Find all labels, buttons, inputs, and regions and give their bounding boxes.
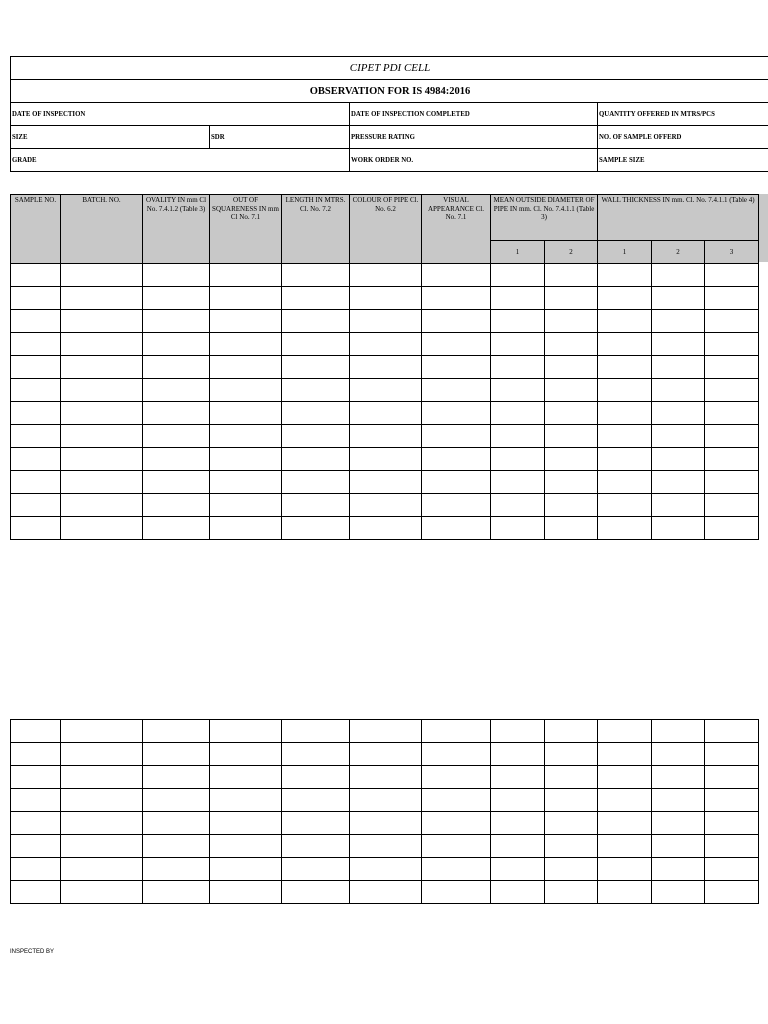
- col-wall-2: 2: [652, 241, 705, 264]
- table-cell[interactable]: [143, 517, 210, 540]
- table-cell[interactable]: [282, 812, 350, 835]
- table-cell[interactable]: [143, 356, 210, 379]
- col-sample-no: SAMPLE NO.: [11, 195, 61, 264]
- table-cell[interactable]: [652, 356, 705, 379]
- table-cell[interactable]: [61, 789, 143, 812]
- table-cell[interactable]: [652, 264, 705, 287]
- table-cell[interactable]: [282, 425, 350, 448]
- table-cell[interactable]: [491, 402, 545, 425]
- col-batch-no: BATCH. NO.: [61, 195, 143, 264]
- col-wall-thickness: WALL THICKNESS IN mm. Cl. No. 7.4.1.1 (Table 4): [598, 195, 759, 241]
- col-length: LENGTH IN MTRS. Cl. No. 7.2: [282, 195, 350, 264]
- table-cell[interactable]: [143, 379, 210, 402]
- table-cell[interactable]: [491, 835, 545, 858]
- inspected-by-label: INSPECTED BY: [10, 949, 55, 955]
- table-cell[interactable]: [210, 858, 282, 881]
- table-cell[interactable]: [422, 264, 491, 287]
- table-cell[interactable]: [210, 264, 282, 287]
- table-cell[interactable]: [61, 517, 143, 540]
- table-cell[interactable]: [705, 858, 759, 881]
- table-cell[interactable]: [491, 517, 545, 540]
- table-row: [11, 310, 759, 333]
- table-row: [11, 425, 759, 448]
- table-cell[interactable]: [11, 835, 61, 858]
- table-cell[interactable]: [350, 333, 422, 356]
- table-cell[interactable]: [11, 812, 61, 835]
- table-cell[interactable]: [282, 743, 350, 766]
- table-cell[interactable]: [652, 858, 705, 881]
- table-cell[interactable]: [652, 471, 705, 494]
- table-cell[interactable]: [11, 379, 61, 402]
- table-cell[interactable]: [61, 835, 143, 858]
- table-cell[interactable]: [61, 743, 143, 766]
- table-cell[interactable]: [210, 812, 282, 835]
- table-cell[interactable]: [491, 881, 545, 904]
- table-cell[interactable]: [11, 402, 61, 425]
- col-ovality: OVALITY IN mm Cl No. 7.4.1.2 (Table 3): [143, 195, 210, 264]
- table-cell[interactable]: [282, 379, 350, 402]
- table-cell[interactable]: [545, 881, 598, 904]
- table-cell[interactable]: [210, 379, 282, 402]
- sample-size-label: SAMPLE SIZE: [598, 149, 768, 172]
- table-cell[interactable]: [143, 812, 210, 835]
- table-cell[interactable]: [143, 743, 210, 766]
- table-row: [11, 494, 759, 517]
- table-cell[interactable]: [598, 471, 652, 494]
- table-cell[interactable]: [61, 264, 143, 287]
- table-cell[interactable]: [350, 287, 422, 310]
- table-cell[interactable]: [491, 812, 545, 835]
- table-row: [11, 287, 759, 310]
- table-cell[interactable]: [652, 448, 705, 471]
- table-cell[interactable]: [422, 835, 491, 858]
- sdr-label: SDR: [210, 126, 350, 149]
- table-cell[interactable]: [705, 379, 759, 402]
- table-cell[interactable]: [491, 494, 545, 517]
- table-cell[interactable]: [422, 517, 491, 540]
- table-cell[interactable]: [61, 448, 143, 471]
- table-cell[interactable]: [422, 494, 491, 517]
- table-cell[interactable]: [422, 356, 491, 379]
- table-cell[interactable]: [143, 766, 210, 789]
- table-cell[interactable]: [705, 720, 759, 743]
- form-title: CIPET PDI CELL: [11, 57, 768, 80]
- table-cell[interactable]: [11, 789, 61, 812]
- table-cell[interactable]: [350, 766, 422, 789]
- table-cell[interactable]: [422, 881, 491, 904]
- table-cell[interactable]: [652, 425, 705, 448]
- table-cell[interactable]: [350, 379, 422, 402]
- table-cell[interactable]: [143, 425, 210, 448]
- table-cell[interactable]: [491, 720, 545, 743]
- table-cell[interactable]: [61, 766, 143, 789]
- table-cell[interactable]: [545, 743, 598, 766]
- table-cell[interactable]: [491, 789, 545, 812]
- table-cell[interactable]: [598, 333, 652, 356]
- table-cell[interactable]: [491, 333, 545, 356]
- table-row: [11, 402, 759, 425]
- table-cell[interactable]: [705, 356, 759, 379]
- table-cell[interactable]: [545, 789, 598, 812]
- table-cell[interactable]: [210, 835, 282, 858]
- table-cell[interactable]: [210, 471, 282, 494]
- table-cell[interactable]: [422, 471, 491, 494]
- table-cell[interactable]: [652, 287, 705, 310]
- table-row: [11, 766, 759, 789]
- table-cell[interactable]: [598, 812, 652, 835]
- table-cell[interactable]: [422, 858, 491, 881]
- col-mean-od-1: 1: [491, 241, 545, 264]
- table-cell[interactable]: [282, 789, 350, 812]
- table-cell[interactable]: [11, 471, 61, 494]
- table-row: [11, 448, 759, 471]
- table-cell[interactable]: [210, 333, 282, 356]
- table-cell[interactable]: [545, 812, 598, 835]
- table-cell[interactable]: [282, 858, 350, 881]
- table-cell[interactable]: [422, 310, 491, 333]
- table-cell[interactable]: [422, 812, 491, 835]
- size-label: SIZE: [11, 126, 210, 149]
- table-cell[interactable]: [11, 310, 61, 333]
- table-cell[interactable]: [598, 858, 652, 881]
- table-cell[interactable]: [705, 835, 759, 858]
- table-cell[interactable]: [350, 517, 422, 540]
- table-cell[interactable]: [491, 264, 545, 287]
- table-cell[interactable]: [545, 264, 598, 287]
- table-row: [11, 471, 759, 494]
- table-cell[interactable]: [11, 494, 61, 517]
- table-cell[interactable]: [652, 743, 705, 766]
- table-cell[interactable]: [545, 425, 598, 448]
- table-cell[interactable]: [545, 448, 598, 471]
- table-cell[interactable]: [491, 356, 545, 379]
- table-cell[interactable]: [491, 287, 545, 310]
- table-cell[interactable]: [282, 494, 350, 517]
- table-cell[interactable]: [61, 720, 143, 743]
- table-cell[interactable]: [705, 494, 759, 517]
- table-cell[interactable]: [143, 471, 210, 494]
- table-cell[interactable]: [491, 471, 545, 494]
- table-cell[interactable]: [598, 743, 652, 766]
- table-cell[interactable]: [350, 356, 422, 379]
- table-cell[interactable]: [598, 356, 652, 379]
- table-cell[interactable]: [422, 448, 491, 471]
- table-cell[interactable]: [598, 835, 652, 858]
- table-cell[interactable]: [11, 425, 61, 448]
- table-cell[interactable]: [11, 448, 61, 471]
- table-row: [11, 333, 759, 356]
- table-cell[interactable]: [210, 356, 282, 379]
- table-cell[interactable]: [652, 766, 705, 789]
- table-cell[interactable]: [11, 743, 61, 766]
- grade-label: GRADE: [11, 149, 350, 172]
- table-cell[interactable]: [705, 766, 759, 789]
- table-row: [11, 743, 759, 766]
- table-cell[interactable]: [143, 881, 210, 904]
- table-cell[interactable]: [11, 517, 61, 540]
- table-cell[interactable]: [210, 425, 282, 448]
- table-cell[interactable]: [210, 789, 282, 812]
- table-cell[interactable]: [350, 720, 422, 743]
- table-cell[interactable]: [598, 881, 652, 904]
- table-cell[interactable]: [652, 789, 705, 812]
- table-cell[interactable]: [422, 379, 491, 402]
- table-cell[interactable]: [545, 287, 598, 310]
- table-cell[interactable]: [491, 743, 545, 766]
- table-cell[interactable]: [282, 835, 350, 858]
- table-cell[interactable]: [545, 835, 598, 858]
- table-row: [11, 881, 759, 904]
- observation-table-continued: [10, 719, 759, 904]
- table-cell[interactable]: [350, 881, 422, 904]
- table-cell[interactable]: [422, 789, 491, 812]
- table-cell[interactable]: [143, 720, 210, 743]
- no-of-sample-label: NO. OF SAMPLE OFFERD: [598, 126, 768, 149]
- table-cell[interactable]: [282, 333, 350, 356]
- table-cell[interactable]: [598, 379, 652, 402]
- table-cell[interactable]: [491, 858, 545, 881]
- quantity-offered-label: QUANTITY OFFERED IN MTRS/PCS: [598, 103, 768, 126]
- table-cell[interactable]: [652, 310, 705, 333]
- table-cell[interactable]: [652, 720, 705, 743]
- table-cell[interactable]: [545, 517, 598, 540]
- table-cell[interactable]: [282, 310, 350, 333]
- table-cell[interactable]: [210, 494, 282, 517]
- table-cell[interactable]: [545, 402, 598, 425]
- table-cell[interactable]: [652, 333, 705, 356]
- table-row: [11, 356, 759, 379]
- table-cell[interactable]: [210, 743, 282, 766]
- work-order-label: WORK ORDER NO.: [350, 149, 598, 172]
- table-cell[interactable]: [61, 310, 143, 333]
- table-cell[interactable]: [210, 517, 282, 540]
- table-row: [11, 858, 759, 881]
- table-cell[interactable]: [61, 379, 143, 402]
- table-cell[interactable]: [61, 812, 143, 835]
- table-cell[interactable]: [143, 264, 210, 287]
- table-cell[interactable]: [143, 835, 210, 858]
- table-cell[interactable]: [705, 812, 759, 835]
- table-cell[interactable]: [350, 835, 422, 858]
- table-cell[interactable]: [545, 766, 598, 789]
- col-mean-od: MEAN OUTSIDE DIAMETER OF PIPE IN mm. Cl. No. 7.4.1.1 (Table 3): [491, 195, 598, 241]
- table-cell[interactable]: [350, 494, 422, 517]
- table-cell[interactable]: [705, 402, 759, 425]
- table-cell[interactable]: [545, 494, 598, 517]
- col-wall-3: 3: [705, 241, 759, 264]
- table-cell[interactable]: [350, 858, 422, 881]
- table-cell[interactable]: [350, 812, 422, 835]
- table-cell[interactable]: [282, 356, 350, 379]
- table-cell[interactable]: [282, 471, 350, 494]
- table-cell[interactable]: [422, 766, 491, 789]
- table-cell[interactable]: [11, 858, 61, 881]
- table-cell[interactable]: [705, 743, 759, 766]
- table-row: [11, 720, 759, 743]
- table-cell[interactable]: [598, 789, 652, 812]
- col-mean-od-2: 2: [545, 241, 598, 264]
- table-cell[interactable]: [61, 333, 143, 356]
- table-cell[interactable]: [11, 287, 61, 310]
- table-cell[interactable]: [598, 720, 652, 743]
- table-cell[interactable]: [282, 264, 350, 287]
- table-cell[interactable]: [143, 402, 210, 425]
- table-cell[interactable]: [61, 858, 143, 881]
- table-row: [11, 379, 759, 402]
- table-cell[interactable]: [598, 766, 652, 789]
- table-cell[interactable]: [143, 858, 210, 881]
- table-cell[interactable]: [61, 287, 143, 310]
- table-cell[interactable]: [422, 287, 491, 310]
- table-cell[interactable]: [705, 310, 759, 333]
- table-cell[interactable]: [705, 264, 759, 287]
- table-cell[interactable]: [210, 881, 282, 904]
- table-cell[interactable]: [143, 789, 210, 812]
- table-cell[interactable]: [350, 448, 422, 471]
- table-cell[interactable]: [598, 494, 652, 517]
- table-cell[interactable]: [282, 766, 350, 789]
- table-cell[interactable]: [210, 448, 282, 471]
- table-cell[interactable]: [350, 471, 422, 494]
- table-cell[interactable]: [282, 881, 350, 904]
- table-cell[interactable]: [652, 402, 705, 425]
- table-cell[interactable]: [143, 333, 210, 356]
- table-cell[interactable]: [598, 425, 652, 448]
- table-cell[interactable]: [350, 310, 422, 333]
- table-cell[interactable]: [652, 812, 705, 835]
- table-row: [11, 789, 759, 812]
- table-cell[interactable]: [143, 310, 210, 333]
- table-cell[interactable]: [61, 494, 143, 517]
- table-cell[interactable]: [350, 425, 422, 448]
- header-table: [10, 56, 768, 172]
- table-cell[interactable]: [350, 789, 422, 812]
- table-cell[interactable]: [652, 379, 705, 402]
- table-cell[interactable]: [143, 494, 210, 517]
- table-cell[interactable]: [422, 402, 491, 425]
- table-cell[interactable]: [545, 858, 598, 881]
- table-cell[interactable]: [598, 402, 652, 425]
- table-cell[interactable]: [61, 356, 143, 379]
- table-cell[interactable]: [598, 448, 652, 471]
- table-row: [11, 264, 759, 287]
- table-cell[interactable]: [545, 471, 598, 494]
- header-extension: [758, 194, 768, 262]
- table-cell[interactable]: [652, 881, 705, 904]
- table-cell[interactable]: [545, 720, 598, 743]
- table-cell[interactable]: [652, 835, 705, 858]
- table-cell[interactable]: [11, 881, 61, 904]
- table-cell[interactable]: [491, 379, 545, 402]
- table-cell[interactable]: [652, 517, 705, 540]
- form-subtitle: OBSERVATION FOR IS 4984:2016: [11, 80, 768, 103]
- table-cell[interactable]: [545, 356, 598, 379]
- table-cell[interactable]: [705, 881, 759, 904]
- table-cell[interactable]: [350, 743, 422, 766]
- table-cell[interactable]: [11, 356, 61, 379]
- table-cell[interactable]: [598, 517, 652, 540]
- table-cell[interactable]: [61, 471, 143, 494]
- table-cell[interactable]: [652, 494, 705, 517]
- table-cell[interactable]: [422, 425, 491, 448]
- table-cell[interactable]: [598, 264, 652, 287]
- table-row: [11, 835, 759, 858]
- table-row: [11, 517, 759, 540]
- table-cell[interactable]: [545, 379, 598, 402]
- table-cell[interactable]: [210, 310, 282, 333]
- table-cell[interactable]: [143, 287, 210, 310]
- table-cell[interactable]: [61, 402, 143, 425]
- date-of-inspection-label: DATE OF INSPECTION: [11, 103, 350, 126]
- col-out-of-squareness: OUT OF SQUARENESS IN mm Cl No. 7.1: [210, 195, 282, 264]
- table-cell[interactable]: [422, 333, 491, 356]
- pressure-rating-label: PRESSURE RATING: [350, 126, 598, 149]
- observation-table: [10, 194, 759, 540]
- table-cell[interactable]: [61, 881, 143, 904]
- table-cell[interactable]: [491, 310, 545, 333]
- table-cell[interactable]: [350, 264, 422, 287]
- col-visual: VISUAL APPEARANCE Cl. No. 7.1: [422, 195, 491, 264]
- table-cell[interactable]: [350, 402, 422, 425]
- table-cell[interactable]: [282, 287, 350, 310]
- table-cell[interactable]: [11, 720, 61, 743]
- table-cell[interactable]: [422, 743, 491, 766]
- table-cell[interactable]: [545, 333, 598, 356]
- table-cell[interactable]: [210, 287, 282, 310]
- table-cell[interactable]: [598, 287, 652, 310]
- table-cell[interactable]: [422, 720, 491, 743]
- table-row: [11, 812, 759, 835]
- table-cell[interactable]: [282, 517, 350, 540]
- table-cell[interactable]: [705, 789, 759, 812]
- table-cell[interactable]: [11, 333, 61, 356]
- table-cell[interactable]: [705, 287, 759, 310]
- table-cell[interactable]: [598, 310, 652, 333]
- table-cell[interactable]: [11, 264, 61, 287]
- table-cell[interactable]: [705, 333, 759, 356]
- table-cell[interactable]: [282, 720, 350, 743]
- table-cell[interactable]: [210, 766, 282, 789]
- col-wall-1: 1: [598, 241, 652, 264]
- table-cell[interactable]: [705, 471, 759, 494]
- date-completed-label: DATE OF INSPECTION COMPLETED: [350, 103, 598, 126]
- table-cell[interactable]: [210, 402, 282, 425]
- table-cell[interactable]: [491, 766, 545, 789]
- table-cell[interactable]: [705, 517, 759, 540]
- table-cell[interactable]: [705, 448, 759, 471]
- table-cell[interactable]: [705, 425, 759, 448]
- table-cell[interactable]: [210, 720, 282, 743]
- col-colour: COLOUR OF PIPE Cl. No. 6.2: [350, 195, 422, 264]
- table-cell[interactable]: [282, 402, 350, 425]
- table-cell[interactable]: [11, 766, 61, 789]
- table-cell[interactable]: [61, 425, 143, 448]
- table-cell[interactable]: [143, 448, 210, 471]
- table-cell[interactable]: [545, 310, 598, 333]
- table-cell[interactable]: [491, 425, 545, 448]
- table-cell[interactable]: [491, 448, 545, 471]
- table-cell[interactable]: [282, 448, 350, 471]
